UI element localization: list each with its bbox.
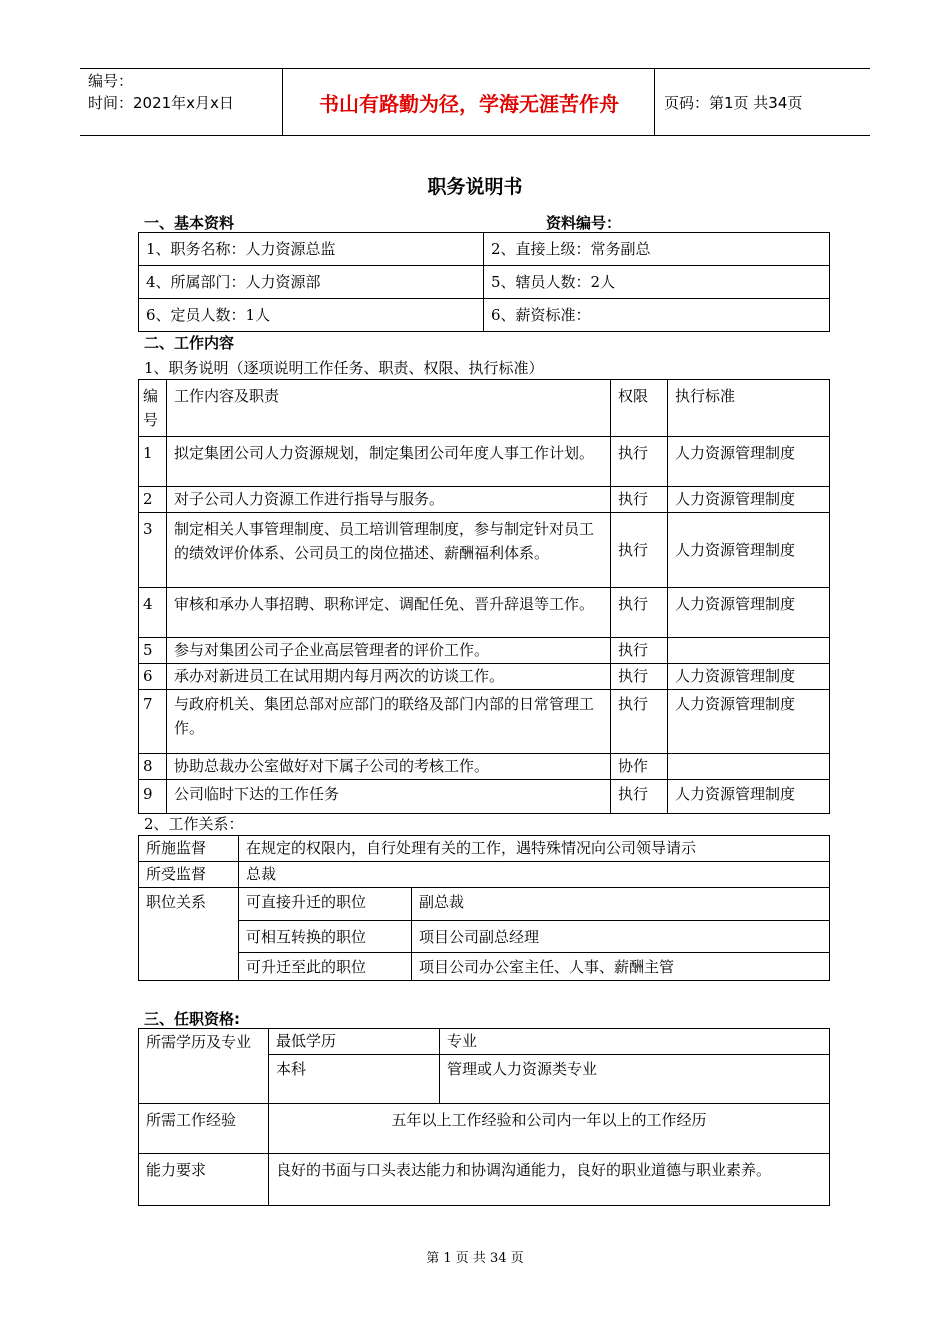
duty-authority: 执行 [611,437,668,487]
header-page-label: 页码：第1页 共34页 [664,93,803,112]
duty-no: 1 [139,437,167,487]
duty-no: 9 [139,780,167,814]
table-row [139,780,830,814]
duty-standard [668,638,830,664]
table-row [139,690,830,754]
section1-heading: 一、基本资料 [144,214,235,232]
header-divider [654,68,655,136]
duty-standard: 人力资源管理制度 [668,588,830,638]
experience-label: 所需工作经验 [139,1104,269,1154]
duty-no: 3 [139,513,167,588]
ability-label: 能力要求 [139,1154,269,1206]
duty-authority: 执行 [611,487,668,513]
position-relation-label: 可升迁至此的职位 [239,953,412,981]
document-title: 职务说明书 [427,176,523,198]
education-major-header: 专业 [440,1029,830,1055]
table-row [139,638,830,664]
education-major-value: 管理或人力资源类专业 [440,1055,830,1104]
position-relation-label: 可直接升迁的职位 [239,888,412,921]
duty-standard: 人力资源管理制度 [668,664,830,690]
experience-value: 五年以上工作经验和公司内一年以上的工作经历 [269,1104,830,1154]
position-relation-value: 副总裁 [412,888,830,921]
duty-authority: 执行 [611,664,668,690]
header-divider [282,68,283,136]
basic-info-cell: 2、直接上级：常务副总 [484,233,830,266]
table-row [139,513,830,588]
duty-standard: 人力资源管理制度 [668,437,830,487]
table-row [139,754,830,780]
document-code-label: 资料编号： [546,214,622,232]
time-label: 时间：2021年x月x日 [88,94,234,112]
table-row [139,487,830,513]
duty-authority: 执行 [611,690,668,754]
supervise-label: 所施监督 [139,836,239,862]
duty-no: 2 [139,487,167,513]
duty-standard [668,754,830,780]
page-footer: 第 1 页 共 34 页 [426,1251,524,1266]
duty-no: 6 [139,664,167,690]
position-relation-value: 项目公司副总经理 [412,921,830,953]
section3-heading: 三、任职资格: [144,1010,240,1028]
supervised-label: 所受监督 [139,862,239,888]
relations-subheading: 2、工作关系： [144,815,244,833]
section2-heading: 二、工作内容 [144,334,235,352]
basic-info-cell: 4、所属部门：人力资源部 [139,266,484,299]
header-meta [88,70,234,114]
basic-info-table [138,232,830,332]
table-row [139,437,830,487]
duty-no: 8 [139,754,167,780]
duty-content: 参与对集团公司子企业高层管理者的评价工作。 [167,638,611,664]
basic-info-cell: 1、职务名称：人力资源总监 [139,233,484,266]
duties-header-authority: 权限 [611,380,668,437]
duty-standard: 人力资源管理制度 [668,690,830,754]
duties-header-content: 工作内容及职责 [167,380,611,437]
duty-authority: 执行 [611,588,668,638]
table-row [139,588,830,638]
ability-value: 良好的书面与口头表达能力和协调沟通能力，良好的职业道德与职业素养。 [269,1154,830,1206]
relations-table [138,835,830,981]
position-relation-label: 可相互转换的职位 [239,921,412,953]
duties-table [138,379,830,814]
duty-standard: 人力资源管理制度 [668,780,830,814]
basic-info-cell: 6、定员人数：1人 [139,299,484,332]
duty-no: 5 [139,638,167,664]
position-relation-value: 项目公司办公室主任、人事、薪酬主管 [412,953,830,981]
duty-content: 协助总裁办公室做好对下属子公司的考核工作。 [167,754,611,780]
supervise-value: 在规定的权限内，自行处理有关的工作，遇特殊情况向公司领导请示 [239,836,830,862]
duty-content: 公司临时下达的工作任务 [167,780,611,814]
duty-content: 对子公司人力资源工作进行指导与服务。 [167,487,611,513]
basic-info-cell: 5、辖员人数：2人 [484,266,830,299]
education-label: 所需学历及专业 [139,1029,269,1104]
education-min-header: 最低学历 [269,1029,440,1055]
education-min-value: 本科 [269,1055,440,1104]
duty-standard: 人力资源管理制度 [668,513,830,588]
duty-content: 审核和承办人事招聘、职称评定、调配任免、晋升辞退等工作。 [167,588,611,638]
header-motto: 书山有路勤为径，学海无涯苦作舟 [319,91,619,116]
duty-content: 制定相关人事管理制度、员工培训管理制度，参与制定针对员工的绩效评价体系、公司员工的岗位描述、薪酬福利体系。 [167,513,611,588]
duty-content: 与政府机关、集团总部对应部门的联络及部门内部的日常管理工作。 [167,690,611,754]
basic-info-cell: 6、薪资标准： [484,299,830,332]
duty-content: 拟定集团公司人力资源规划，制定集团公司年度人事工作计划。 [167,437,611,487]
qualifications-table [138,1028,830,1206]
duty-no: 4 [139,588,167,638]
duty-standard: 人力资源管理制度 [668,487,830,513]
duty-authority: 执行 [611,780,668,814]
duties-header-no: 编号 [139,380,167,437]
position-label: 职位关系 [139,888,239,981]
duty-no: 7 [139,690,167,754]
table-row [139,664,830,690]
duties-header-standard: 执行标准 [668,380,830,437]
duty-authority: 执行 [611,638,668,664]
duty-content: 承办对新进员工在试用期内每月两次的访谈工作。 [167,664,611,690]
number-label: 编号： [88,72,134,90]
duties-subheading: 1、职务说明（逐项说明工作任务、职责、权限、执行标准） [144,359,544,377]
duty-authority: 执行 [611,513,668,588]
duty-authority: 协作 [611,754,668,780]
supervised-value: 总裁 [239,862,830,888]
